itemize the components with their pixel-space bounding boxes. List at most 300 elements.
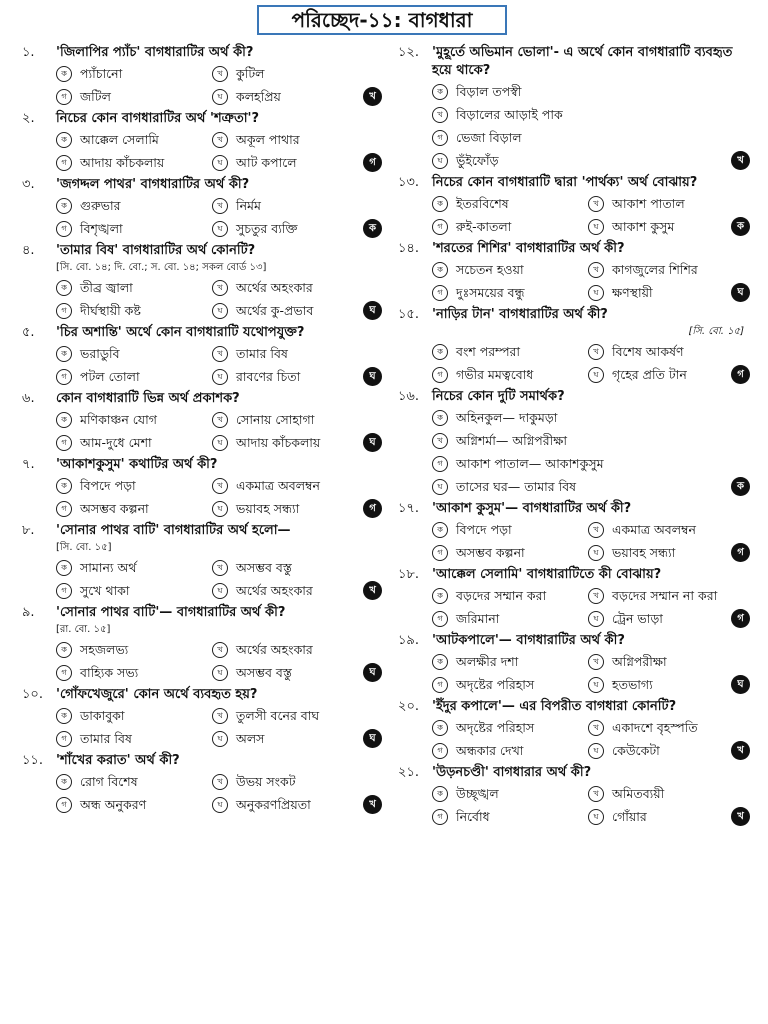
option[interactable]: [432, 81, 521, 103]
option-text: বাহ্যিক সভ্য: [80, 664, 139, 680]
option-text: আকাশ পাতাল: [612, 195, 685, 211]
option-marker: ঘ: [212, 731, 228, 747]
option-text: অসম্ভব কল্পনা: [80, 500, 149, 516]
option-marker: খ: [588, 522, 604, 538]
page-title: পরিচ্ছেদ-১১: বাগধারা: [257, 5, 507, 35]
option[interactable]: [212, 63, 382, 85]
question-text: 'উড়নচণ্ডী' বাগধারার অর্থ কী?: [432, 765, 592, 780]
answer-badge: খ: [363, 581, 382, 600]
option-row: [398, 149, 750, 172]
option-text: বিড়াল তপস্বী: [456, 83, 522, 99]
option[interactable]: [588, 651, 750, 673]
option[interactable]: [588, 364, 731, 386]
option-text: জরিমানা: [456, 610, 500, 626]
option-row: [22, 704, 382, 727]
option-text: হতভাগ্য: [612, 676, 653, 692]
option[interactable]: [22, 580, 212, 602]
option-row: [22, 128, 382, 151]
question-number: ২.: [22, 111, 35, 126]
option-row: [398, 541, 750, 564]
option[interactable]: [212, 277, 382, 299]
option[interactable]: [588, 519, 750, 541]
option[interactable]: [588, 585, 750, 607]
question-line: [398, 500, 750, 518]
option-marker: গ: [432, 611, 448, 627]
option[interactable]: [212, 300, 363, 322]
option-text: ভরাডুবি: [80, 345, 120, 361]
question: [22, 324, 382, 388]
option[interactable]: [588, 193, 750, 215]
question: [398, 566, 750, 630]
option[interactable]: [22, 218, 212, 240]
source-note: [সি. বো. ১৫]: [688, 326, 744, 337]
option-text: দীর্ঘস্থায়ী কষ্ট: [80, 302, 141, 318]
option[interactable]: [398, 216, 588, 238]
option[interactable]: [588, 282, 731, 304]
question-line: [22, 456, 382, 474]
answer-badge: ঘ: [731, 283, 750, 302]
option-marker: ক: [56, 66, 72, 82]
option-marker: গ: [56, 89, 72, 105]
answer-badge: ক: [731, 217, 750, 236]
answer-badge: ক: [731, 477, 750, 496]
question-line: [398, 764, 750, 782]
option-marker: ক: [432, 344, 448, 360]
option[interactable]: [432, 430, 567, 452]
option-row: [398, 340, 750, 363]
option[interactable]: [588, 674, 731, 696]
option-row: [22, 276, 382, 299]
option-text: আম-দুধে মেশা: [80, 434, 152, 450]
option-marker: গ: [432, 130, 448, 146]
question: [398, 764, 750, 828]
option-marker: ঘ: [212, 221, 228, 237]
answer-badge: গ: [731, 543, 750, 562]
option[interactable]: [22, 300, 212, 322]
option-marker: খ: [432, 433, 448, 449]
question-text: 'শরতের শিশির' বাগধারাটির অর্থ কী?: [432, 241, 625, 256]
option[interactable]: [588, 740, 731, 762]
option-text: সুখে থাকা: [80, 582, 130, 598]
option-row: [398, 192, 750, 215]
option-marker: খ: [212, 198, 228, 214]
option-row: [22, 661, 382, 684]
option-marker: গ: [432, 743, 448, 759]
question-text: নিচের কোন বাগধারাটির অর্থ 'শত্রুতা'?: [56, 111, 259, 126]
option[interactable]: [212, 366, 363, 388]
option-text: বিপদে পড়া: [456, 521, 512, 537]
option-text: ক্ষণস্থায়ী: [612, 284, 653, 300]
option-row: [22, 474, 382, 497]
question: [398, 500, 750, 564]
question-line: [398, 566, 750, 584]
question-text: কোন বাগধারাটি ভিন্ন অর্থ প্রকাশক?: [56, 391, 240, 406]
option-marker: গ: [56, 501, 72, 517]
option[interactable]: [212, 343, 382, 365]
option-marker: ক: [432, 196, 448, 212]
option[interactable]: [588, 783, 750, 805]
option-marker: ঘ: [212, 369, 228, 385]
option-text: সোনায় সোহাগা: [236, 411, 315, 427]
option-marker: খ: [212, 66, 228, 82]
option[interactable]: [398, 608, 588, 630]
option[interactable]: [22, 794, 212, 816]
option-text: একমাত্র অবলম্বন: [236, 477, 320, 493]
option-text: বংশ পরম্পরা: [456, 343, 521, 359]
option-marker: গ: [56, 435, 72, 451]
option-row: [22, 85, 382, 108]
option-text: বড়দের সম্মান না করা: [612, 587, 718, 603]
option-text: গোঁয়ার: [612, 808, 647, 824]
question-line: [22, 242, 382, 260]
option-row: [398, 475, 750, 498]
option[interactable]: [432, 104, 563, 126]
option-text: তামার বিষ: [80, 730, 132, 746]
option-marker: ঘ: [432, 153, 448, 169]
option[interactable]: [432, 453, 604, 475]
option[interactable]: [212, 129, 382, 151]
question-text: 'জিলাপির প্যাঁচ' বাগধারাটির অর্থ কী?: [56, 45, 254, 60]
option[interactable]: [22, 129, 212, 151]
option-text: অর্থের অহংকার: [236, 279, 313, 295]
option-marker: ঘ: [212, 665, 228, 681]
option-row: [22, 497, 382, 520]
option[interactable]: [432, 476, 576, 498]
option-text: আকাশ কুসুম: [612, 218, 675, 234]
question-line: [398, 44, 750, 80]
option[interactable]: [398, 542, 588, 564]
option-text: আকাশ পাতাল— আকাশকুসুম: [456, 455, 604, 471]
option-marker: ঘ: [588, 545, 604, 561]
option[interactable]: [398, 519, 588, 541]
option[interactable]: [432, 407, 557, 429]
option-marker: গ: [56, 731, 72, 747]
option-marker: গ: [56, 303, 72, 319]
option-text: অলস: [236, 730, 265, 746]
question-number: ১৩.: [398, 175, 420, 190]
option-text: বিড়ালের আড়াই পাক: [456, 106, 563, 122]
option-row: [398, 805, 750, 828]
question: [398, 174, 750, 238]
option-text: নির্মম: [236, 197, 261, 213]
option-text: কলহপ্রিয়: [236, 88, 281, 104]
question: [398, 240, 750, 304]
option-marker: ক: [432, 720, 448, 736]
option-marker: ঘ: [212, 435, 228, 451]
option[interactable]: [398, 193, 588, 215]
source-note: [সি. বো. ১৪; দি. বো.; স. বো. ১৪; সকল বোর্ড ১৩]: [56, 262, 267, 273]
option[interactable]: [212, 639, 382, 661]
option-marker: গ: [432, 677, 448, 693]
option-text: অমিতব্যয়ী: [612, 785, 665, 801]
option-text: অন্ধকার দেখা: [456, 742, 524, 758]
option-marker: ঘ: [212, 501, 228, 517]
option[interactable]: [22, 705, 212, 727]
option-marker: ক: [432, 410, 448, 426]
option[interactable]: [22, 86, 212, 108]
option-marker: ক: [432, 262, 448, 278]
option[interactable]: [212, 728, 363, 750]
option-marker: ঘ: [588, 677, 604, 693]
answer-badge: খ: [731, 151, 750, 170]
option-text: অন্ধ অনুকরণ: [80, 796, 147, 812]
source-note: [সি. বো. ১৫]: [56, 542, 112, 553]
option-text: সামান্য অর্থ: [80, 559, 137, 575]
option-text: ডাকাবুকা: [80, 707, 125, 723]
answer-badge: ঘ: [363, 301, 382, 320]
option[interactable]: [22, 728, 212, 750]
option-marker: খ: [212, 280, 228, 296]
source-note: [রা. বো. ১৫]: [56, 624, 111, 635]
question-line: [22, 686, 382, 704]
option-marker: গ: [432, 367, 448, 383]
option-text: অর্থের অহংকার: [236, 582, 313, 598]
option[interactable]: [212, 432, 363, 454]
option-marker: খ: [212, 132, 228, 148]
question-text: 'জগদ্দল পাথর' বাগধারাটির অর্থ কী?: [56, 177, 250, 192]
question-text: 'আকাশ কুসুম'— বাগধারাটির অর্থ কী?: [432, 501, 632, 516]
option[interactable]: [212, 794, 363, 816]
option[interactable]: [212, 771, 382, 793]
option-text: আদায় কাঁচকলায়: [236, 434, 321, 450]
option[interactable]: [398, 717, 588, 739]
question: [22, 176, 382, 240]
answer-badge: ঘ: [363, 663, 382, 682]
option-row: [22, 727, 382, 750]
option-text: রোগ বিশেষ: [80, 773, 138, 789]
option-text: ট্রেন ভাড়া: [612, 610, 663, 626]
question-number: ১৮.: [398, 567, 420, 582]
option-text: জটিল: [80, 88, 111, 104]
option-marker: ঘ: [212, 583, 228, 599]
option-text: অগ্নিশর্মা— অগ্নিপরীক্ষা: [456, 432, 567, 448]
option-row: [22, 638, 382, 661]
option-row: [22, 431, 382, 454]
left-column: [22, 44, 382, 818]
option-text: আট কপালে: [236, 154, 297, 170]
option[interactable]: [22, 409, 212, 431]
option-text: আদায় কাঁচকলায়: [80, 154, 165, 170]
question-line: [398, 388, 750, 406]
option-row: [398, 584, 750, 607]
option[interactable]: [588, 341, 750, 363]
option-marker: খ: [588, 262, 604, 278]
option[interactable]: [22, 432, 212, 454]
option-text: অলক্ষীর দশা: [456, 653, 519, 669]
option[interactable]: [22, 366, 212, 388]
question-text: নিচের কোন দুটি সমার্থক?: [432, 389, 565, 404]
option[interactable]: [398, 674, 588, 696]
option-marker: খ: [212, 478, 228, 494]
option[interactable]: [212, 557, 382, 579]
option-marker: ক: [432, 588, 448, 604]
option-marker: খ: [212, 346, 228, 362]
option-marker: গ: [56, 155, 72, 171]
option[interactable]: [398, 783, 588, 805]
question: [22, 752, 382, 816]
option-text: গুরুভার: [80, 197, 121, 213]
option[interactable]: [398, 651, 588, 673]
option[interactable]: [432, 127, 522, 149]
option[interactable]: [212, 195, 382, 217]
option-text: অদৃষ্টের পরিহাস: [456, 719, 535, 735]
option-text: সুচতুর ব্যক্তি: [236, 220, 298, 236]
option[interactable]: [22, 475, 212, 497]
option-marker: গ: [56, 221, 72, 237]
option-marker: ক: [56, 280, 72, 296]
option[interactable]: [212, 498, 363, 520]
answer-badge: গ: [731, 365, 750, 384]
question: [22, 44, 382, 108]
option[interactable]: [22, 639, 212, 661]
answer-badge: ক: [363, 219, 382, 238]
option[interactable]: [588, 216, 731, 238]
option-text: নির্বোধ: [456, 808, 490, 824]
question-text: 'গোঁফখেজুরে' কোন অর্থে ব্যবহৃত হয়?: [56, 687, 258, 702]
option[interactable]: [22, 771, 212, 793]
option-row: [398, 650, 750, 673]
question-line: [22, 522, 382, 540]
option[interactable]: [212, 86, 363, 108]
option[interactable]: [22, 277, 212, 299]
option-row: [398, 782, 750, 805]
question-text: নিচের কোন বাগধারাটি দ্বারা 'পার্থক্য' অর্থ বোঝায়?: [432, 175, 698, 190]
option[interactable]: [212, 409, 382, 431]
option-text: ভয়াবহ সন্ধ্যা: [236, 500, 300, 516]
option[interactable]: [22, 557, 212, 579]
option-marker: ঘ: [588, 219, 604, 235]
option-text: তীব্র জ্বালা: [80, 279, 133, 295]
question-text: 'নাড়ির টান' বাগধারাটির অর্থ কী?: [432, 307, 608, 322]
option-row: [398, 429, 750, 452]
option[interactable]: [22, 195, 212, 217]
question: [398, 388, 750, 498]
answer-badge: ঘ: [363, 729, 382, 748]
option-marker: ঘ: [212, 797, 228, 813]
option-marker: গ: [432, 809, 448, 825]
option-text: কাগজুলের শিশির: [612, 261, 698, 277]
option-text: উভয় সংকট: [236, 773, 296, 789]
option[interactable]: [398, 341, 588, 363]
question-number: ১০.: [22, 687, 44, 702]
question-line: [22, 176, 382, 194]
option-marker: ঘ: [212, 89, 228, 105]
question-line: [22, 752, 382, 770]
option[interactable]: [212, 580, 363, 602]
option[interactable]: [212, 218, 363, 240]
option-row: [398, 363, 750, 386]
option[interactable]: [588, 542, 731, 564]
option-marker: গ: [432, 219, 448, 235]
option[interactable]: [398, 282, 588, 304]
option-text: বড়দের সম্মান করা: [456, 587, 547, 603]
option[interactable]: [588, 259, 750, 281]
option[interactable]: [588, 717, 750, 739]
option-text: দুঃসময়ের বন্ধু: [456, 284, 525, 300]
option-row: [398, 452, 750, 475]
option-text: অকূল পাথার: [236, 131, 300, 147]
option[interactable]: [398, 740, 588, 762]
option[interactable]: [22, 152, 212, 174]
question-line: [398, 240, 750, 258]
option-text: সচেতন হওয়া: [456, 261, 524, 277]
question-number: ১৯.: [398, 633, 420, 648]
option-row: [22, 217, 382, 240]
option-row: [22, 299, 382, 322]
answer-badge: খ: [363, 87, 382, 106]
option[interactable]: [398, 806, 588, 828]
option-row: [398, 281, 750, 304]
option-text: রাবণের চিতা: [236, 368, 301, 384]
question: [22, 604, 382, 684]
option[interactable]: [22, 63, 212, 85]
option-marker: খ: [588, 588, 604, 604]
option-text: ইতরবিশেষ: [456, 195, 509, 211]
option-marker: ঘ: [212, 155, 228, 171]
question-line: [398, 698, 750, 716]
option-text: গৃহের প্রতি টান: [612, 366, 687, 382]
option[interactable]: [22, 498, 212, 520]
option[interactable]: [588, 608, 731, 630]
question-number: ১৭.: [398, 501, 420, 516]
option[interactable]: [212, 152, 363, 174]
option[interactable]: [398, 259, 588, 281]
option-row: [22, 556, 382, 579]
option-row: [22, 365, 382, 388]
option-marker: গ: [56, 583, 72, 599]
answer-badge: ঘ: [363, 367, 382, 386]
answer-badge: খ: [731, 807, 750, 826]
question: [398, 632, 750, 696]
option-row: [398, 406, 750, 429]
option[interactable]: [212, 705, 382, 727]
question: [22, 456, 382, 520]
option-text: কুটিল: [236, 65, 265, 81]
option[interactable]: [398, 585, 588, 607]
option-marker: খ: [212, 642, 228, 658]
question-line: [22, 110, 382, 128]
option-marker: ক: [56, 346, 72, 362]
question-text: 'আটকপালে'— বাগধারাটির অর্থ কী?: [432, 633, 625, 648]
option[interactable]: [588, 806, 731, 828]
option-text: অর্থের কু-প্রভাব: [236, 302, 314, 318]
option[interactable]: [22, 662, 212, 684]
question: [398, 44, 750, 172]
option-text: রুই-কাতলা: [456, 218, 512, 234]
option-text: উচ্ছৃঙ্খল: [456, 785, 499, 801]
option-text: আক্কেল সেলামি: [80, 131, 159, 147]
option[interactable]: [212, 662, 363, 684]
option[interactable]: [398, 364, 588, 386]
option-row: [22, 408, 382, 431]
question-number: ৮.: [22, 523, 35, 538]
question-text: 'সোনার পাথর বাটি' বাগধারাটির অর্থ হলো—: [56, 523, 291, 538]
option[interactable]: [212, 475, 382, 497]
option[interactable]: [432, 150, 499, 172]
option-marker: খ: [588, 196, 604, 212]
option-marker: ঘ: [588, 809, 604, 825]
option-text: ভুঁইফোঁড়: [456, 152, 499, 168]
option-text: গভীর মমত্ববোধ: [456, 366, 534, 382]
option[interactable]: [22, 343, 212, 365]
option-marker: ঘ: [588, 367, 604, 383]
option-text: প্যাঁচানো: [80, 65, 123, 81]
option-row: [398, 258, 750, 281]
option-marker: ঘ: [588, 285, 604, 301]
option-text: তুলসী বনের বাঘ: [236, 707, 320, 723]
question-number: ৭.: [22, 457, 35, 472]
question-line: [398, 306, 750, 324]
